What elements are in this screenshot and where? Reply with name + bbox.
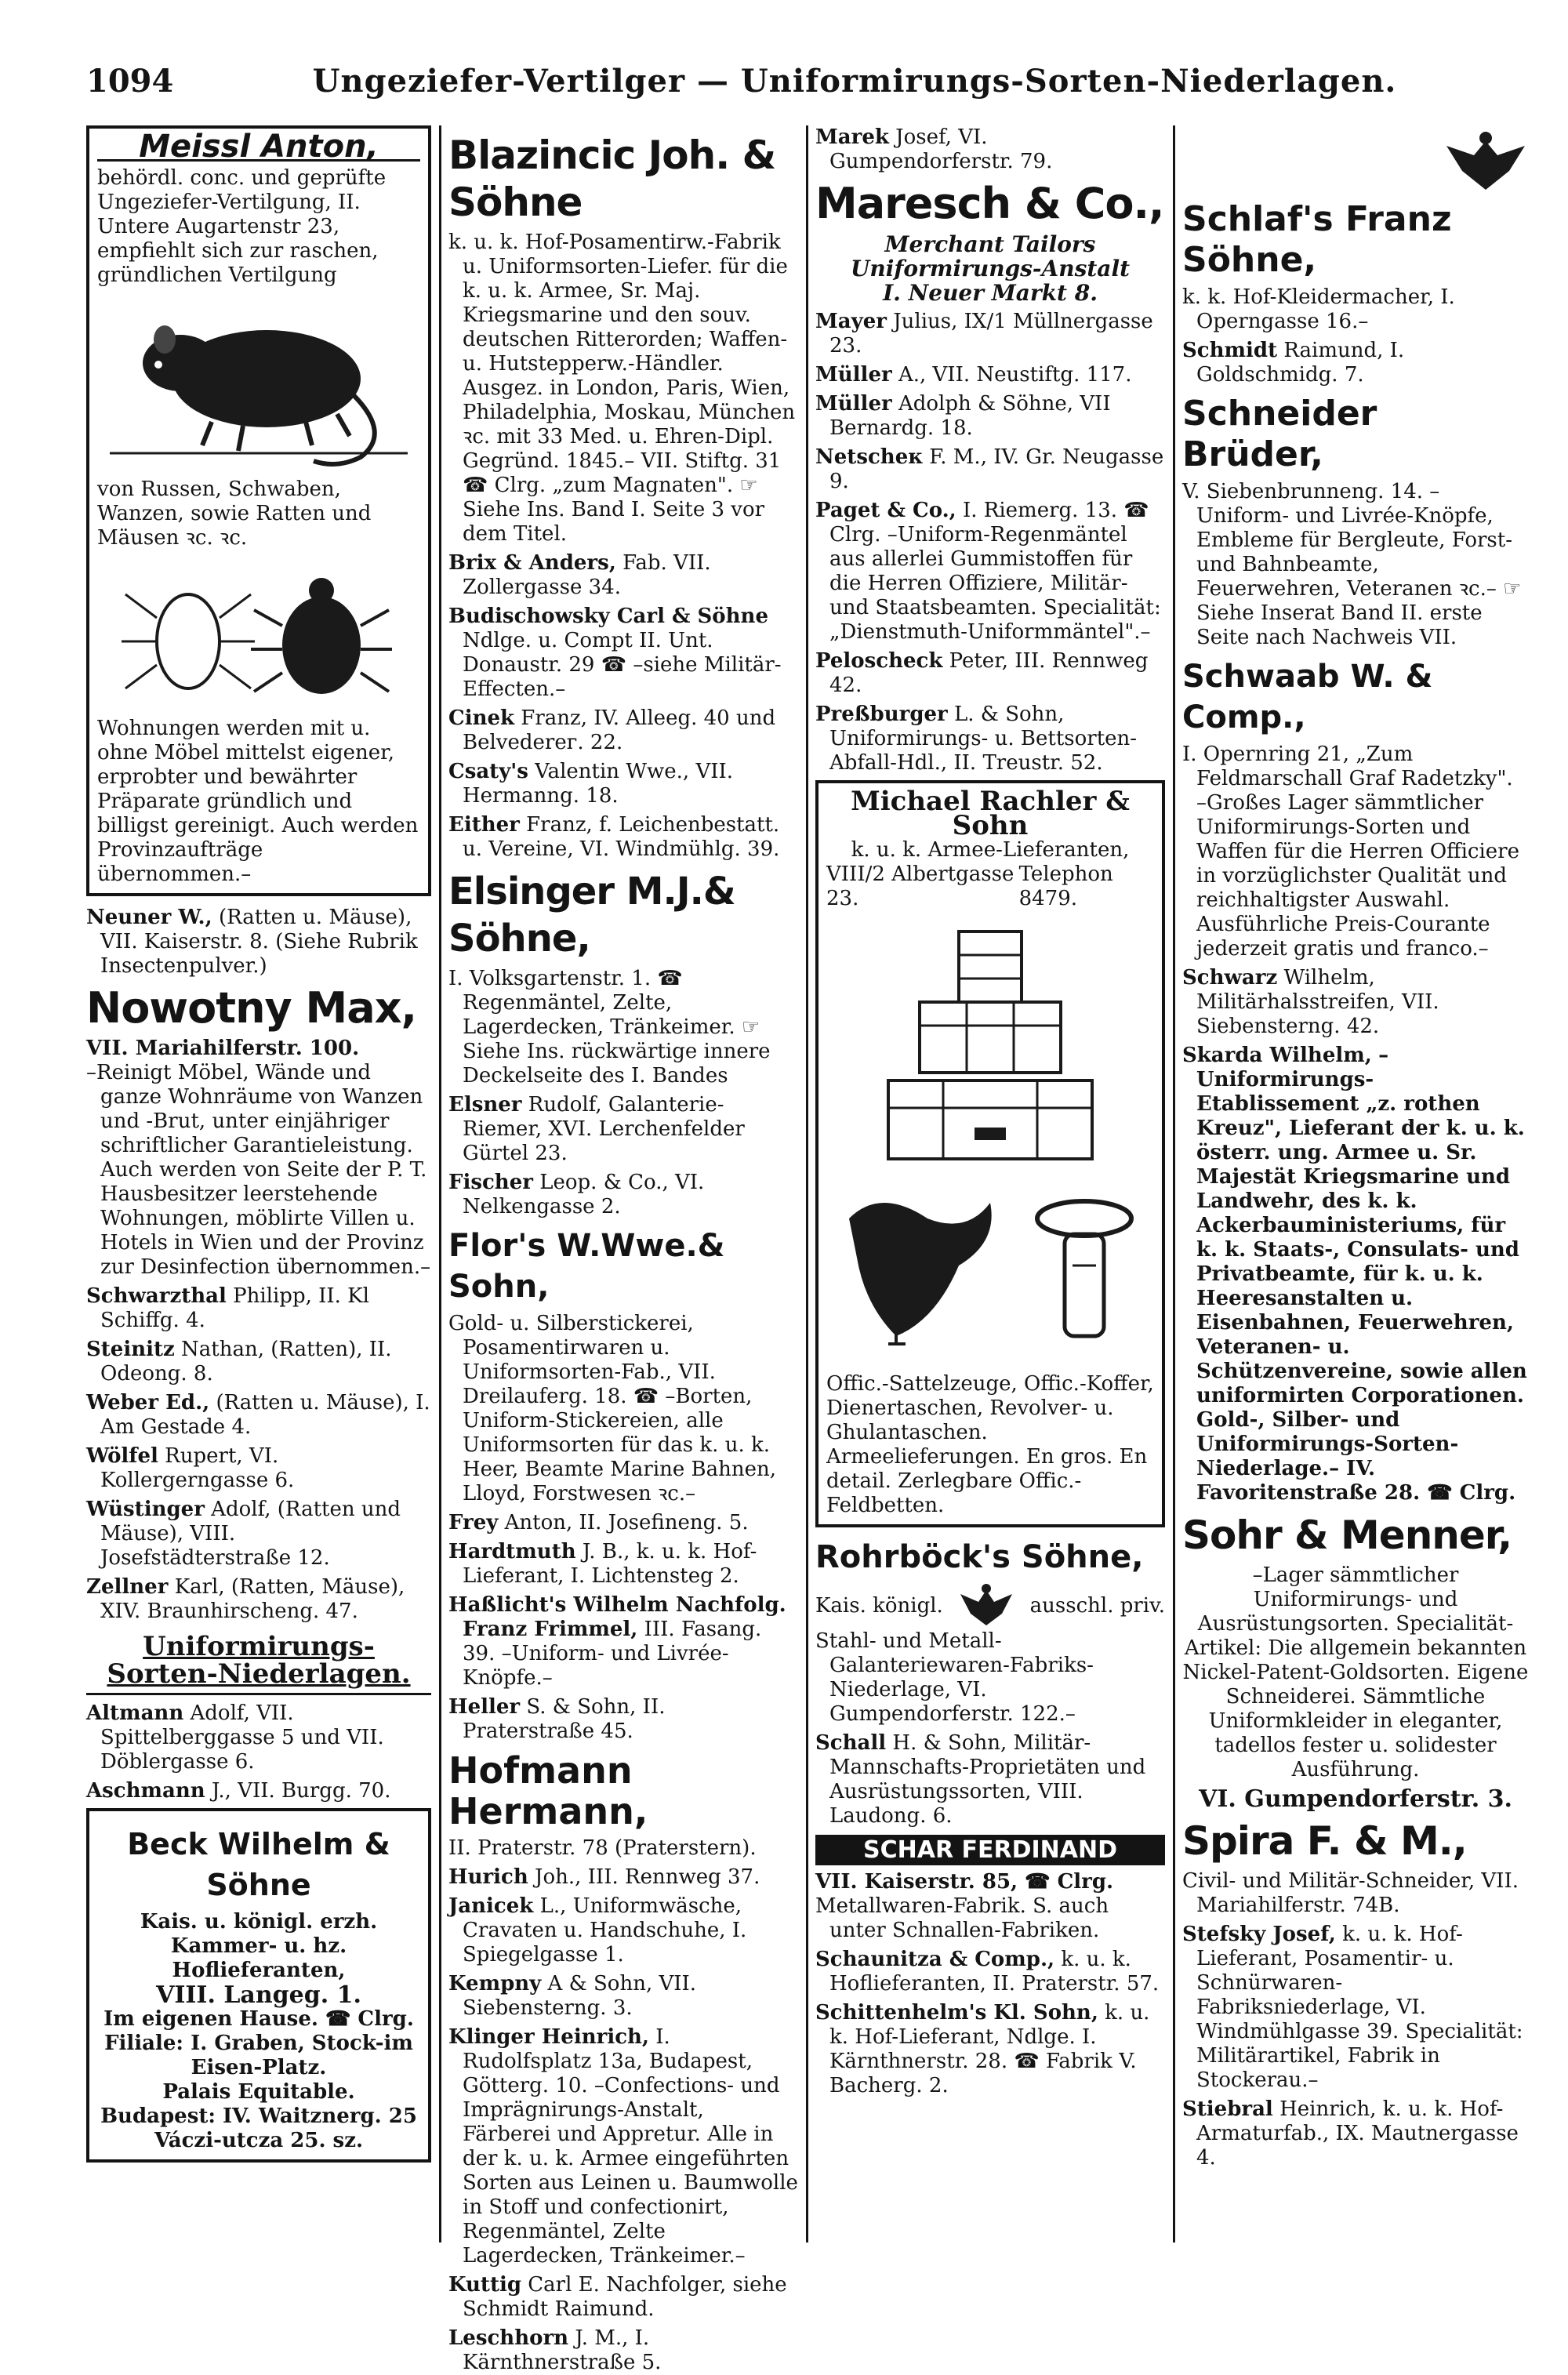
ad-text: k. k. Hof-Kleidermacher, I. Operngasse 16.– (1182, 285, 1455, 333)
ad-text: Gold- u. Silberstickerei, Posamentirwaren u. Uniformsorten-Fab., VII. Dreilauferg. 18. ☎ –Borten, Uniform-Stickereien, alle Uniformsorten für das k. u. k. Heer, Beamte Marine Bahnen, Lloyd, Forstwesen ꝛc.– (448, 1312, 777, 1505)
ad-text: von Russen, Schwaben, Wanzen, sowie Ratten und Mäusen ꝛc. ꝛc. (97, 478, 372, 550)
ad-subtitle: k. u. k. Armee-Lieferanten, (851, 838, 1130, 862)
banner-schar: SCHAR FERDINAND (815, 1835, 1165, 1865)
column-2 (448, 125, 798, 2374)
ad-line: VII. Kaiserstr. 85, ☎ Clrg. (815, 1870, 1114, 1894)
saddle-illustration (826, 1171, 1154, 1367)
column-rule (806, 125, 808, 2242)
ad-title-spira: Spira F. & M., (1182, 1818, 1467, 1864)
ad-title-maresch: Maresch & Co., (815, 179, 1164, 228)
column-3 (815, 125, 1165, 2242)
crest-illustration (1182, 130, 1529, 193)
eagle-icon (1443, 130, 1529, 193)
directory-page (86, 63, 1529, 2374)
list-item: Peloscheck Peter, III. Rennweg 42. (815, 649, 1149, 697)
running-head: Ungeziefer-Vertilger — Uniformirungs-Sorten-Niederlagen. (312, 63, 1397, 100)
ad-line: Filiale: I. Graben, Stock-im Eisen-Platz. (104, 2032, 413, 2079)
list-item: Frey Anton, II. Josefineng. 5. (448, 1511, 749, 1534)
beetle-icon (102, 555, 416, 712)
ad-address-row (826, 862, 1154, 911)
luggage-illustration (826, 916, 1154, 1167)
ad-label: ausschl. priv. (1029, 1593, 1165, 1618)
list-item: Leschhorn J. M., I. Kärnthnerstraße 5. (448, 2326, 662, 2374)
bug-illustration (97, 555, 420, 712)
ad-text: –Lager sämmtlicher Uniformirungs- und Ausrüstungsorten. Specialität-Artikel: Die allgemein bekannten Nickel-Patent-Goldsorten. Eigene Schneiderei. Sämmtliche Uniformkleider in eleganter, tadellos fester u. solidester Ausführung. (1182, 1563, 1529, 1781)
ad-address: VII. Mariahilferstr. 100. (86, 1037, 360, 1060)
ad-address: VI. Gumpendorferstr. 3. (1199, 1785, 1512, 1813)
list-item: Schaunitza & Comp., k. u. k. Hoflieferanten, II. Praterstr. 57. (815, 1948, 1160, 1996)
list-item: Netscheк F. M., IV. Gr. Neugasse 9. (815, 445, 1164, 493)
list-item: Schwarzthal Philipp, II. Kl Schiffg. 4. (86, 1284, 369, 1332)
ad-rachler (815, 780, 1165, 1527)
ad-line: Merchant Tailors (884, 231, 1096, 257)
list-item: Elsner Rudolf, Galanterie-Riemer, XVI. Lerchenfelder Gürtel 23. (448, 1093, 745, 1165)
section-title: Uniformirungs- (143, 1631, 375, 1662)
ad-title-blazincic: Blazincic Joh. & Söhne (448, 133, 776, 225)
list-item: Müller A., VII. Neustiftg. 117. (815, 363, 1132, 387)
list-item: Skarda Wilhelm, –Uniformirungs-Etablissement „z. rothen Kreuz", Lieferant der k. u. k. österr. ung. Armee u. Sr. Majestät Kriegsmarine und Landwehr, des k. k. Ackerbauministeriums, für k. k. Staats-, Consulats- und Privatbeamte, für k. u. k. Heeresanstalten u. Eisenbahnen, Feuerwehren, Veteranen- u. Schützenvereine, sowie allen uniformirten Corporationen. Gold-, Silber- und Uniformirungs-Sorten-Niederlage.– IV. Favoritenstraße 28. ☎ Clrg. (1182, 1044, 1527, 1505)
list-item: Kempny A & Sohn, VII. Siebensterng. 3. (448, 1972, 697, 2020)
ad-telephone: Telephon 8479. (1018, 862, 1113, 910)
ad-text: k. u. k. Hof-Posamentirw.-Fabrik u. Uniformsorten-Liefer. für die k. u. k. Armee, Sr. Maj. Kriegsmarine und den souv. deutschen Ritterorden; Waffen- u. Hutstepperw.-Händler. Ausgez. in London, Paris, Wien, Philadelphia, Moskau, München ꝛc. mit 33 Med. u. Ehren-Dipl. Gegründ. 1845.– VII. Stiftg. 31 ☎ Clrg. „zum Magnaten". ☞ Siehe Ins. Band I. Seite 3 vor dem Titel. (448, 231, 796, 546)
ad-title-elsinger: Elsinger M.J.& Söhne, (448, 870, 735, 961)
ad-title: Meissl Anton, (97, 135, 420, 162)
ad-beck (86, 1808, 431, 2163)
saddle-icon (833, 1171, 1147, 1367)
list-item: Zellner Karl, (Ratten, Mäuse), XIV. Braunhirscheng. 47. (86, 1575, 405, 1623)
trunk-icon (873, 916, 1108, 1167)
eagle-icon (959, 1582, 1014, 1629)
column-rule (1173, 125, 1175, 2242)
ad-line: Budapest: IV. Waitznerg. 25 Váczi-utcza 25. sz. (100, 2104, 417, 2152)
list-item: Schall H. & Sohn, Militär-Mannschafts-Proprietäten und Ausrüstungssorten, VIII. Laudong. 6. (815, 1731, 1146, 1828)
ad-text: I. Volksgartenstr. 1. ☎ Regenmäntel, Zelte, Lagerdecken, Tränkeimer. ☞ Siehe Ins. rückwärtige innere Deckelseite des I. Bandes (448, 967, 771, 1088)
ad-title-nowotny: Nowotny Max, (86, 983, 417, 1033)
ad-text: Offic.-Sattelzeuge, Offic.-Koffer, Dienertaschen, Revolver- u. Ghulantaschen. Armeelieferungen. En gros. En detail. Zerlegbare Offic.-Feldbetten. (826, 1372, 1154, 1517)
list-item: Hurich Joh., III. Rennweg 37. (448, 1865, 760, 1889)
list-item: Neuner W., (Ratten u. Mäuse), VII. Kaiserstr. 8. (Siehe Rubrik Insectenpulver.) (86, 906, 418, 978)
ad-row (815, 1582, 1165, 1629)
list-item: Schmidt Raimund, I. Goldschmidg. 7. (1182, 339, 1405, 387)
list-item: Müller Adolph & Söhne, VII Bernardg. 18. (815, 392, 1111, 440)
ad-text: V. Siebenbrunneng. 14. –Uniform- und Livrée-Knöpfe, Embleme für Bergleute, Forst- und Bahnbeamte, Feuerwehren, Veteranen ꝛc.– ☞ Siehe Inserat Band II. erste Seite nach Nachweis VII. (1182, 480, 1522, 649)
list-item: Preßburger L. & Sohn, Uniformirungs- u. Bettsorten-Abfall-Hdl., II. Treustr. 52. (815, 703, 1138, 775)
list-item: Marek Josef, VI. Gumpendorferstr. 79. (815, 125, 1053, 173)
list-item: Fischer Leop. & Co., VI. Nelkengasse 2. (448, 1171, 705, 1218)
rat-icon (102, 292, 416, 473)
ad-meissl (86, 125, 431, 896)
list-item: Paget & Co., I. Riemerg. 13. ☎ Clrg. –Uniform-Regenmäntel aus allerlei Gummistoffen für die Herren Offiziere, Militär- und Staatsbeamten. Specialität: „Dienstmuth-Uniformmäntel".– (815, 499, 1161, 644)
ad-address: VIII/2 Albertgasse 23. (826, 862, 1014, 910)
list-item: Mayer Julius, IX/1 Müllnergasse 23. (815, 310, 1153, 358)
ad-title-flor: Flor's W.Wwe.& Sohn, (448, 1228, 725, 1305)
list-item: Wüstinger Adolf, (Ratten und Mäuse), VIII. Josefstädterstraße 12. (86, 1498, 401, 1570)
list-item: Altmann Adolf, VII. Spittelberggasse 5 und VII. Döblergasse 6. (86, 1701, 384, 1774)
ad-line: I. Neuer Markt 8. (883, 280, 1098, 306)
ad-text: –Reinigt Möbel, Wände und ganze Wohnräume von Wanzen und -Brut, unter einjähriger schriftlicher Garantieleistung. Auch werden von Seite der P. T. Hausbesitzer leerstehende Wohnungen, möblirte Villen u. Hotels in Wien und der Provinz zur Desinfection übernommen.– (86, 1061, 431, 1279)
column-rule (439, 125, 441, 2242)
list-item: Janicek L., Uniformwäsche, Cravaten u. Handschuhe, I. Spiegelgasse 1. (448, 1894, 747, 1966)
list-item: Aschmann J., VII. Burgg. 70. (86, 1779, 391, 1803)
ad-text: II. Praterstr. 78 (Praterstern). (448, 1836, 757, 1860)
list-item: Hardtmuth J. B., k. u. k. Hof-Lieferant, I. Lichtensteg 2. (448, 1540, 757, 1588)
page-number: 1094 (86, 63, 174, 100)
ad-title: Beck Wilhelm & Söhne (127, 1827, 390, 1902)
list-item: Heller S. & Sohn, II. Praterstraße 45. (448, 1695, 666, 1743)
ad-text: behördl. conc. und geprüfte Ungeziefer-Vertilgung, II. Untere Augartenstr 23, empfiehlt sich zur raschen, gründlichen Vertilgung (97, 166, 387, 287)
list-item: Stefsky Josef, k. u. k. Hof-Lieferant, Posamentir- u. Schnürwaren-Fabriksniederlage, VI. Windmühlgasse 39. Specialität: Militärartikel, Fabrik in Stockerau.– (1182, 1923, 1523, 2092)
ad-line: Palais Equitable. (162, 2080, 355, 2104)
list-item: Schittenhelm's Kl. Sohn, k. u. k. Hof-Lieferant, Ndlge. I. Kärnthnerstr. 28. ☎ Fabrik V. Bacherg. 2. (815, 2001, 1150, 2097)
ad-title-rohrbock: Rohrböck's Söhne, (815, 1539, 1144, 1575)
list-item: Weber Ed., (Ratten u. Mäuse), I. Am Gestade 4. (86, 1391, 430, 1439)
ad-text: I. Opernring 21, „Zum Feldmarschall Graf Radetzky". –Großes Lager sämmtlicher Uniformirungs-Sorten und Waffen für die Herren Officiere in vorzüglichster Qualität und reichhaltigster Auswahl. Ausführliche Preis-Courante jederzeit gratis und franco.– (1182, 743, 1520, 961)
ad-label: Kais. königl. (815, 1593, 943, 1618)
ad-text: Stahl- und Metall-Galanteriewaren-Fabriks-Niederlage, VI. Gumpendorferstr. 122.– (815, 1629, 1094, 1726)
ad-text: Civil- und Militär-Schneider, VII. Mariahilferstr. 74B. (1182, 1869, 1519, 1917)
column-4 (1182, 125, 1529, 2242)
list-item: Budischowsky Carl & Söhne Ndlge. u. Compt II. Unt. Donaustr. 29 ☎ –siehe Militär-Effecten.– (448, 605, 782, 701)
page-header (86, 63, 1529, 118)
ad-title-schwaab: Schwaab W. & Comp., (1182, 659, 1433, 735)
list-item: Cinek Franz, IV. Alleeg. 40 und Belvederег. 22. (448, 706, 776, 754)
list-item: Schwarz Wilhelm, Militärhalsstreifen, VII. Siebensterng. 42. (1182, 966, 1439, 1038)
ad-line: Im eigenen Hause. ☎ Clrg. (103, 2007, 414, 2031)
list-item: Wölfel Rupert, VI. Kollergerngasse 6. (86, 1444, 295, 1492)
list-item: Brix & Anders, Fab. VII. Zollergasse 34. (448, 551, 711, 599)
ad-title-schneider: Schneider Brüder, (1182, 394, 1377, 474)
ad-title: Michael Rachler & Sohn (851, 786, 1130, 841)
list-item: Csaty's Valentin Wwe., VII. Hermanng. 18. (448, 760, 734, 808)
ad-line: Uniformirungs-Anstalt (850, 256, 1131, 281)
ad-title-sohr: Sohr & Menner, (1182, 1513, 1512, 1558)
ad-title-schlaf: Schlaf's Franz Söhne, (1182, 199, 1452, 280)
list-item: Stiebral Heinrich, k. u. k. Hof-Armaturfab., IX. Mautnergasse 4. (1182, 2097, 1519, 2170)
ad-line: VIII. Langeg. 1. (156, 1981, 361, 2009)
list-item: Either Franz, f. Leichenbestatt. u. Vereine, VI. Windmühlg. 39. (448, 813, 780, 861)
ad-text: Wohnungen werden mit u. ohne Möbel mittelst eigener, erprobter und bewährter Präparate gründlich und billigst gereinigt. Auch werden Provinzaufträge übernommen.– (97, 717, 419, 886)
rat-illustration (97, 292, 420, 473)
divider (86, 1693, 431, 1695)
section-title: Sorten-Niederlagen. (107, 1658, 411, 1690)
ad-text: Metallwaren-Fabrik. S. auch unter Schnallen-Fabriken. (815, 1894, 1109, 1942)
column-1 (86, 125, 431, 2242)
list-item: Klinger Heinrich, I. Rudolfsplatz 13a, Budapest, Götterg. 10. –Confections- und Imprägnirungs-Anstalt, Färberei und Appretur. Alle in der k. u. k. Armee eingeführten Sorten aus Leinen u. Baumwolle in Stoff und confectionirt, Regenmäntel, Zelte Lagerdecken, Tränkeimer.– (448, 2025, 798, 2268)
list-item: Kuttig Carl E. Nachfolger, siehe Schmidt Raimund. (448, 2273, 787, 2321)
list-item: Steinitz Nathan, (Ratten), II. Odeong. 8. (86, 1338, 392, 1385)
ad-title-hofmann: Hofmann Hermann, (448, 1749, 648, 1832)
ad-line: Kais. u. königl. erzh. Kammer- u. hz. Hoflieferanten, (140, 1910, 378, 1982)
list-item: Haßlicht's Wilhelm Nachfolg. Franz Frimmel, III. Fasang. 39. –Uniform- und Livrée-Knöpfe.– (448, 1593, 786, 1690)
